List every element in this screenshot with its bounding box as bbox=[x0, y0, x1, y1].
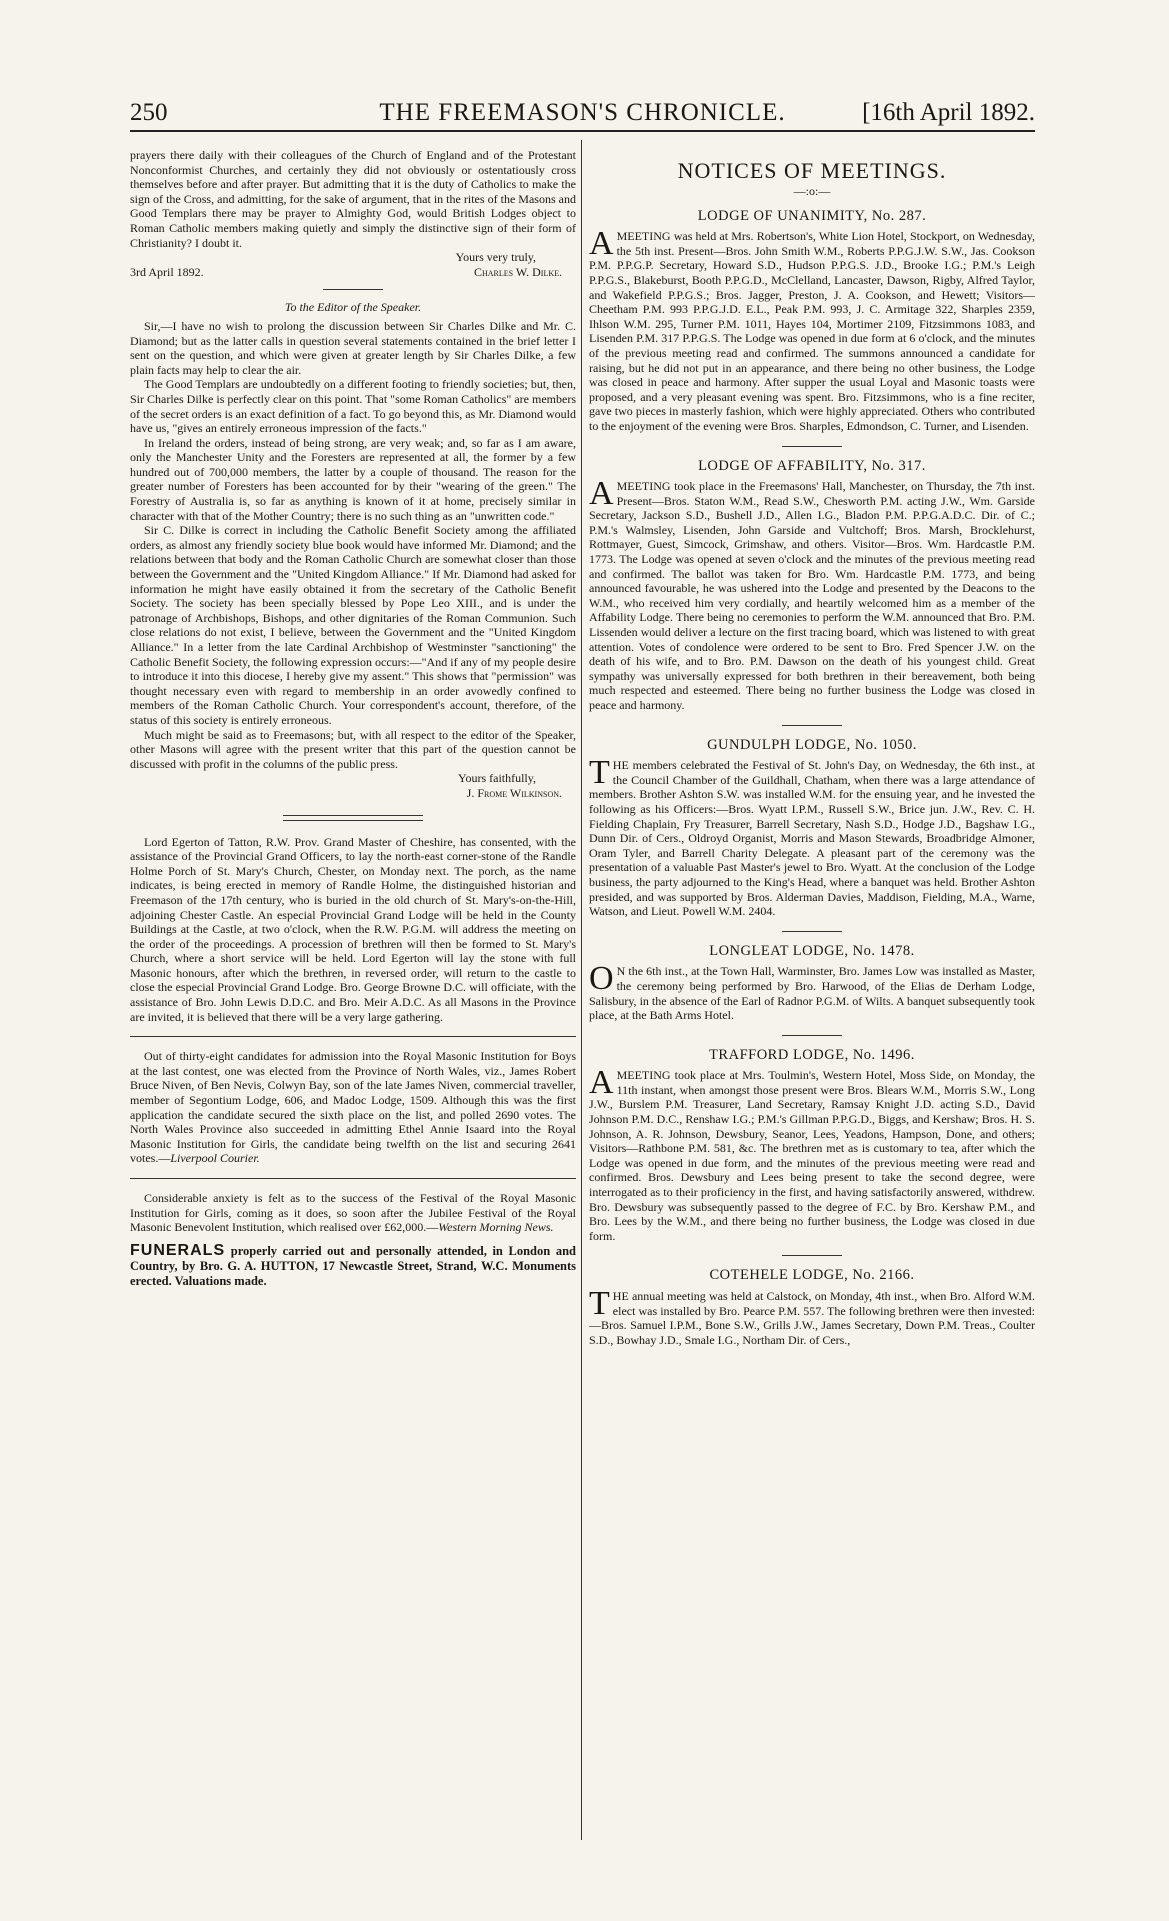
lodge-report-text: MEETING was held at Mrs. Robertson's, White Lion Hotel, Stockport, on Wednesday, the 5th inst. Present—Bros. John Smith W.M., Roberts P.P.G.J.W. S.W., Jas. Cookson P.M. P.P.G.P. Secretary, Howard S.D., Hudson P.P.G.S. J.D., Brooke I.G.; P.M.'s Leigh P.P.G.S., Blakeburst, Booth P.P.G.D., McClelland, Lancaster, Dawson, Rigby, Alfred Taylor, and Wakefield P.P.G.S.; Bros. Jagger, Preston, J. A. Cookson, and Hewett; Visitors—Cheetham P.M. 993 P.P.G.J.D. E.L., Peak P.M. 993, J. C. Armitage 322, Sharples 2359, Ihlson W.M. 295, Turner P.M. 1011, Hayes 104, Mortimer 2109, Fitzsimmons 1083, and Lisenden P.M. 317 P.P.G.S. The Lodge was opened in due form at 6 o'clock, and the minutes of the previous meeting read and confirmed. The summons announced a candidate for raising, but he did not put in an appearance, and there being no other business, the Lodge was closed in peace and harmony. After supper the usual Loyal and Masonic toasts were proposed, and a very pleasant evening was spent. Bro. Fitzsimmons, who is a fine reciter, gave two pieces in masterly fashion, which were highly appreciated. Others who contributed to the enjoyment of the evening were Bros. Sharples, Edmondson, C. Turner, and Lisenden. bbox=[589, 229, 1035, 433]
letter-paragraph: The Good Templars are undoubtedly on a different footing to friendly societies; but, then, Sir Charles Dilke is perfectly clear on this point. That "some Roman Catholics" are members of the secret orders is an exact definition of a fact. To go beyond this, as Mr. Diamond would have us, "gives an entirely erroneous impression of the facts." bbox=[130, 377, 576, 436]
lodge-report bbox=[589, 754, 1035, 919]
funerals-word: FUNERALS bbox=[130, 1241, 226, 1259]
drop-cap: A bbox=[589, 1064, 614, 1102]
lodge-report bbox=[589, 1285, 1035, 1347]
column-divider bbox=[581, 140, 582, 1840]
anxiety-source: Western Morning News. bbox=[438, 1220, 554, 1235]
lodge-report bbox=[589, 225, 1035, 433]
lodge-heading: COTEHELE LODGE, No. 2166. bbox=[709, 1267, 915, 1284]
divider bbox=[782, 931, 842, 932]
divider bbox=[782, 446, 842, 447]
lodge-report-text: HE members celebrated the Festival of St. John's Day, on Wednesday, the 6th inst., at the Council Chamber of the Guildhall, Chatham, when there was a large attendance of members. Brother Ashton S.W. was installed W.M. for the ensuing year, and he invested the following as his Officers:—Bros. Wyatt I.P.M., Russell S.W., Brice jun. J.W., Rev. C. H. Fielding Chaplain, Fry Treasurer, Barrell Secretary, Nash S.D., Hodge J.D., Bagshaw I.G., Dunn Dir. of Cers., Oldroyd Organist, Morris and Mason Stewards, Broadbridge Almoner, Oram Tyler, and Barrell Charity Delegate. A pleasant part of the ceremony was the presentation of a valuable Past Master's jewel to Bro. Wyatt. At the conclusion of the Lodge business, the party adjourned to the King's Head, where a banquet was held. Brother Ashton presided, and was supported by Bros. Alderman Davies, Maddison, Fielding, M.A., Warne, Watson, and Lieut. Powell W.M. 2404. bbox=[589, 758, 1035, 919]
letter-intro: prayers there daily with their colleagues of the Church of England and of the Protestant Nonconformist Churches, and certainly they did not obviously or ostentatiously cross themselves before and after prayer. But admitting that it is the duty of Catholics to make the sign of the Cross, and admitting, for the sake of argument, that in the rites of the Masons and Good Templars there may be prayer to Almighty God, would British Lodges object to Roman Catholic members making quietly and simply the distinctive sign of their form of Christianity? I doubt it. bbox=[130, 148, 576, 250]
lodge-report bbox=[589, 960, 1035, 1023]
letter-paragraph: Sir C. Dilke is correct in including the Catholic Benefit Society among the affiliated orders, as almost any friendly society blue book would have informed Mr. Diamond; and the relations between that body and the Roman Catholic Church are somewhat closer than those between the Government and the "United Kingdom Alliance." If Mr. Diamond had asked for information he might have easily obtained it from the secretary of the Catholic Benefit Society. The society has been specially blessed by Pope Leo XIII., and is under the patronage of Archbishops, Bishops, and other dignitaries of the Roman Communion. Such close relations do not exist, I believe, between the Government and the "United Kingdom Alliance." In a letter from the late Cardinal Archbishop of Westminster "sanctioning" the Catholic Benefit Society, the following expression occurs:—"And if any of my people desire to introduce it into this diocese, I hereby give my assent." This shows that "permission" was thought necessary even with regard to membership in an order avowedly confined to members of the Roman Catholic Church. Your correspondent's account, therefore, of the status of this society is entirely erroneous. bbox=[130, 523, 576, 727]
divider bbox=[782, 725, 842, 726]
candidates-source: Liverpool Courier. bbox=[170, 1151, 260, 1166]
anxiety-text: Considerable anxiety is felt as to the success of the Festival of the Royal Masonic Institution for Girls, coming as it does, so soon after the Jubilee Festival of the Royal Masonic Benevolent Institution, which realised over £62,000.— bbox=[130, 1191, 576, 1235]
left-column bbox=[130, 148, 576, 1848]
page-number: 250 bbox=[130, 99, 168, 126]
publication-title: THE FREEMASON'S CHRONICLE. bbox=[379, 99, 786, 126]
notices-title: NOTICES OF MEETINGS. bbox=[677, 158, 947, 183]
divider bbox=[782, 1035, 842, 1036]
candidates-paragraph bbox=[130, 1049, 576, 1166]
right-column bbox=[589, 148, 1035, 1848]
issue-date: [16th April 1892. bbox=[862, 99, 1035, 126]
drop-cap: A bbox=[589, 225, 614, 263]
dilke-name: Charles W. Dilke. bbox=[473, 264, 562, 279]
funerals-advert bbox=[130, 1243, 576, 1289]
letter-heading: To the Editor of the Speaker. bbox=[284, 300, 422, 315]
divider bbox=[130, 1036, 576, 1037]
dilke-closing: Yours very truly, bbox=[455, 250, 536, 265]
dilke-signature-row bbox=[130, 265, 576, 280]
egerton-paragraph: Lord Egerton of Tatton, R.W. Prov. Grand Master of Cheshire, has consented, with the assistance of the Provincial Grand Officers, to lay the north-east corner-stone of the Randle Holme Porch of St. Mary's Church, Chester, on Monday next. The porch, as the name indicates, is being erected in memory of Randle Holme, the distinguished historian and Freemason of the 17th century, who is buried in the old church of St. Mary's-on-the-Hill, adjoining Chester Castle. An especial Provincial Grand Lodge will be held in the County Buildings at the Castle, at two o'clock, when the R.W. P.G.M. will address the meeting on the order of the proceedings. A procession of brethren will then be formed to St. Mary's Church, where a short service will be held. Lord Egerton will lay the stone with full Masonic honours, after which the brethren, in reversed order, will return to the castle to close the especial Provincial Grand Lodge. Bro. George Browne D.C. will officiate, with the assistance of Bro. John Lewis D.D.C. and Bro. Meir A.D.C. As all Masons in the Province are invited, it is believed that there will be a very large gathering. bbox=[130, 834, 576, 1024]
lodge-report-text: MEETING took place in the Freemasons' Hall, Manchester, on Thursday, the 7th inst. Present—Bros. Staton W.M., Read S.W., Chesworth P.M. acting J.W., Wm. Garside Secretary, Jackson S.D., Bushell J.D., Allen I.G., Bladon P.M. P.P.G.A.D.C. Dir. of C.; P.M.'s Walmsley, Lisenden, John Garside and Vultchoff; Bros. Marsh, Brocklehurst, Rottmayer, Guest, Simcock, Grimshaw, and others. Visitor—Bros. Wm. Hardcastle P.M. 1773. The Lodge was opened at seven o'clock and the minutes of the previous meeting read and confirmed. The ballot was taken for Bro. Wm. Hardcastle P.M. 1773, and being announced favourable, he was ushered into the Lodge and presented by the Deacons to the W.M., who received him very cordially, and heartily welcomed him as a member of the Affability Lodge. There being no ceremonies to perform the W.M. announced that Bro. P.M. Lissenden would deliver a lecture on the first tracing board, which was listened to with great attention. Votes of condolence were ordered to be sent to Bro. Fred Spencer J.W. on the death of his wife, and to Bro. P.M. Dawson on the death of his youngest child. Great sympathy was universally expressed for both brethren in their bereavement, both being much respected and esteemed. There being no further business the Lodge was closed in peace and harmony. bbox=[589, 479, 1035, 712]
drop-cap: T bbox=[589, 754, 610, 792]
letter-paragraph: Sir,—I have no wish to prolong the discussion between Sir Charles Dilke and Mr. C. Diamond; but as the latter calls in question several statements contained in the brief letter I sent on the question, and which were given at greater length by Sir Charles Dilke, a few plain facts may help to clear the air. bbox=[130, 318, 576, 377]
lodge-report bbox=[589, 475, 1035, 713]
drop-cap: A bbox=[589, 475, 614, 513]
anxiety-paragraph bbox=[130, 1191, 576, 1235]
divider bbox=[130, 1178, 576, 1179]
divider bbox=[283, 815, 423, 821]
letter-paragraph: Much might be said as to Freemasons; but, with all respect to the editor of the Speaker, other Masons will agree with the present writer that this part of the question cannot be discussed with profit in the columns of the public press. bbox=[130, 727, 576, 771]
wilkinson-name: J. Frome Wilkinson. bbox=[466, 785, 562, 800]
lodge-report bbox=[589, 1064, 1035, 1243]
lodge-report-text: MEETING took place at Mrs. Toulmin's, Western Hotel, Moss Side, on Monday, the 11th instant, when amongst those present were Bros. Blears W.M., Morris S.W., Long J.W., Burslem P.M. Treasurer, Land Secretary, Ramsay Knight J.D. acting S.D., David Johnson P.M. D.C., Renshaw I.G.; P.M.'s Gillman P.P.G.D., Biggs, and Kershaw; Bros. H. S. Johnson, A. R. Johnson, Dewsbury, Seanor, Lees, Yeadons, Hampson, Done, and others; Visitors—Rathbone P.M. 581, &c. The brethren met as is customary to tea, after which the Lodge was opened in due form, and the minutes of the previous meeting were read and confirmed. Bros. Dewsbury and Lees being present to take the second degree, were interrogated as to their proficiency in the first, and having satisfactorily answered, withdrew. Bro. Dewsbury was subsequently passed to the degree of F.C. by Bro. Kershaw P.M., and Bro. Lees by the W.M., and there being no further business, the Lodge was closed in due form. bbox=[589, 1068, 1035, 1243]
funerals-text: properly carried out and personally attended, in London and Country, by Bro. G. A. HUTTON, 17 Newcastle Street, Strand, W.C. Monuments erected. Valuations made. bbox=[130, 1243, 576, 1288]
divider bbox=[323, 289, 383, 290]
dilke-date: 3rd April 1892. bbox=[130, 264, 204, 279]
divider bbox=[782, 1255, 842, 1256]
lodge-report-text: N the 6th inst., at the Town Hall, Warminster, Bro. James Low was installed as Master, the ceremony being performed by Bro. Harwood, of the Elias de Derham Lodge, Salisbury, in the absence of the Earl of Radnor P.G.M. of Wilts. A banquet subsequently took place, at the Bath Arms Hotel. bbox=[589, 964, 1035, 1023]
lodge-heading: LODGE OF UNANIMITY, No. 287. bbox=[697, 207, 927, 224]
lodge-heading: TRAFFORD LODGE, No. 1496. bbox=[709, 1046, 915, 1063]
lodge-heading: LONGLEAT LODGE, No. 1478. bbox=[709, 942, 915, 959]
notices-ornament: —:o:— bbox=[793, 184, 831, 198]
masthead bbox=[130, 96, 1035, 132]
drop-cap: O bbox=[589, 960, 614, 998]
candidates-text: Out of thirty-eight candidates for admission into the Royal Masonic Institution for Boys at the last contest, one was elected from the Province of North Wales, viz., James Robert Bruce Niven, of Ben Nevis, Colwyn Bay, son of the late James Niven, commercial traveller, member of Segontium Lodge, 606, and Madoc Lodge, 1509. Although this was the first application the candidate secured the sixth place on the list, and polled 2690 votes. The North Wales Province also succeeded in admitting Ethel Annie Isaard into the Royal Masonic Institution for Girls, the candidate being twelfth on the list and securing 2641 votes.— bbox=[130, 1049, 576, 1166]
wilkinson-closing: Yours faithfully, bbox=[457, 771, 536, 786]
letter-paragraph: In Ireland the orders, instead of being strong, are very weak; and, so far as I am aware, only the Manchester Unity and the Foresters are represented at all, the former by a few hundred out of 700,000 members, the latter by a couple of thousand. The reason for the greater number of Foresters has been accounted for by their "wearing of the green." The Forestry of Australia is, so far as anything is known of it at home, precisely similar in character with that of the Mother Country; there is no such thing as an "unwritten code." bbox=[130, 435, 576, 523]
lodge-heading: GUNDULPH LODGE, No. 1050. bbox=[707, 736, 917, 753]
drop-cap: T bbox=[589, 1285, 610, 1322]
lodge-report-text: HE annual meeting was held at Calstock, on Monday, 4th inst., when Bro. Alford W.M. elect was installed by Bro. Pearce P.M. 557. The following brethren were then invested:—Bros. Samuel I.P.M., Bone S.W., Grills J.W., James Secretary, Down P.M. Treas., Coulter S.D., Bowhay J.D., Smale I.G., Northam Dir. of Cers., bbox=[589, 1289, 1035, 1347]
lodge-heading: LODGE OF AFFABILITY, No. 317. bbox=[698, 457, 926, 474]
